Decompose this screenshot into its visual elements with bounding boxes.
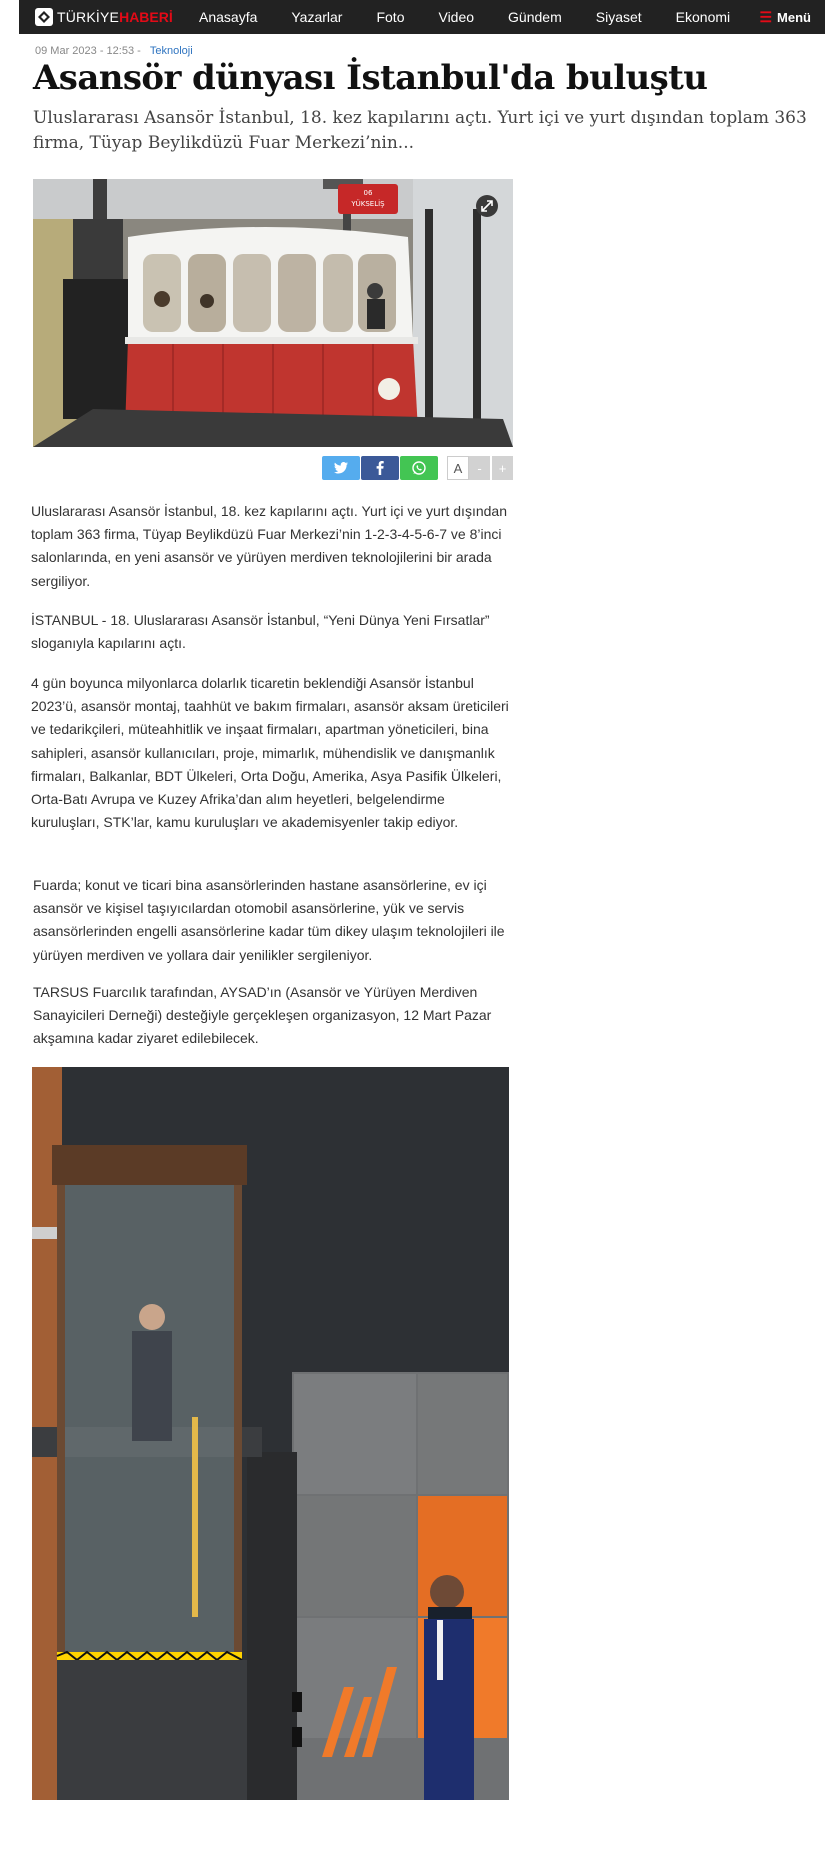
logo-text-main: TÜRKİYE [57,9,120,25]
article-paragraph-5: TARSUS Fuarcılık tarafından, AYSAD’ın (Asansör ve Yürüyen Merdiven Sanayicileri Derneği) desteğiyle gerçekleşen organizasyon, 12 Mart Pazar akşamına kadar ziyaret edilebilecek. [33,984,492,1047]
menu-label: Menü [777,9,811,25]
share-whatsapp-button[interactable] [400,456,438,480]
article-paragraph-3: 4 gün boyunca milyonlarca dolarlık ticaretin beklendiği Asansör İstanbul 2023’ü, asansör montaj, taahhüt ve bakım firmaları, asansör aksam üreticileri ve tedarikçileri, müteahhitlik ve inşaat firmaları, apartman yöneticileri, bina sahipleri, asansör kullanıcıları, proje, mimarlık, mühendislik ve danışmanlık firmaları, Balkanlar, BDT Ülkeleri, Orta Doğu, Amerika, Asya Pasifik Ülkeleri, Orta-Batı Avrupa ve Kuzey Afrika’dan alım heyetleri, belgelendirme kuruluşları, STK’lar, kamu kuruluşları ve akademisyenler takip ediyor. [31,675,509,831]
article-paragraph-1: Uluslararası Asansör İstanbul, 18. kez kapılarını açtı. Yurt içi ve yurt dışından toplam 363 firma, Tüyap Beylikdüzü Fuar Merkezi’nin 1-2-3-4-5-6-7 ve 8’inci salonlarında, en yeni asansör ve yürüyen merdiven teknolojilerini bir arada sergiliyor. [31,503,507,589]
article-title: Asansör dünyası İstanbul'da buluştu [33,58,708,98]
nav-item-ekonomi[interactable]: Ekonomi [675,9,731,25]
share-twitter-button[interactable] [322,456,360,480]
expand-icon[interactable] [476,195,498,217]
article-meta [35,45,193,57]
funicular-illustration [33,179,513,447]
top-navigation-bar [19,0,825,34]
meta-separator: - [137,45,141,57]
article-paragraph-2: İSTANBUL - 18. Uluslararası Asansör İstanbul, “Yeni Dünya Yeni Fırsatlar” sloganıyla kapılarını açtı. [31,612,490,652]
hero-sign-line2: YÜKSELİŞ [351,200,385,208]
facebook-icon [376,461,384,475]
twitter-icon [334,462,348,474]
article-summary: Uluslararası Asansör İstanbul, 18. kez kapılarını açtı. Yurt içi ve yurt dışından toplam 363 firma, Tüyap Beylikdüzü Fuar Merkezi’nin... [33,108,807,153]
menu-button[interactable] [759,0,811,34]
nav-item-anasayfa[interactable]: Anasayfa [199,9,258,25]
hero-photo[interactable] [33,179,513,447]
hamburger-icon: ☰ [759,8,773,25]
font-increase-button[interactable]: + [492,456,513,480]
hero-sign-line1: 06 [363,189,373,197]
share-facebook-button[interactable] [361,456,399,480]
site-logo[interactable] [35,7,173,27]
nav-item-gundem[interactable]: Gündem [508,9,562,25]
nav-item-yazarlar[interactable]: Yazarlar [291,9,343,25]
main-nav [199,0,764,34]
nav-item-video[interactable]: Video [438,9,475,25]
font-size-label: A [447,456,469,480]
logo-text-accent: HABERİ [119,9,173,25]
logo-icon [35,8,53,26]
article-paragraph-4: Fuarda; konut ve ticari bina asansörlerinden hastane asansörlerine, ev içi asansör ve kişisel taşıyıcılardan otomobil asansörlerine, yük ve servis asansörlerinden engelli asansörlerine kadar tüm dikey ulaşım teknolojileri ile yürüyen merdiven ve yollara dair yenilikler sergileniyor. [33,877,505,963]
nav-item-siyaset[interactable]: Siyaset [595,9,642,25]
article-datetime: 09 Mar 2023 - 12:53 [35,45,135,57]
elevator-illustration [32,1067,509,1800]
article-category-link[interactable]: Teknoloji [149,45,193,57]
font-decrease-button[interactable]: - [469,456,490,480]
nav-item-foto[interactable]: Foto [376,9,405,25]
whatsapp-icon [412,461,426,475]
article-photo-elevator[interactable] [32,1067,509,1800]
